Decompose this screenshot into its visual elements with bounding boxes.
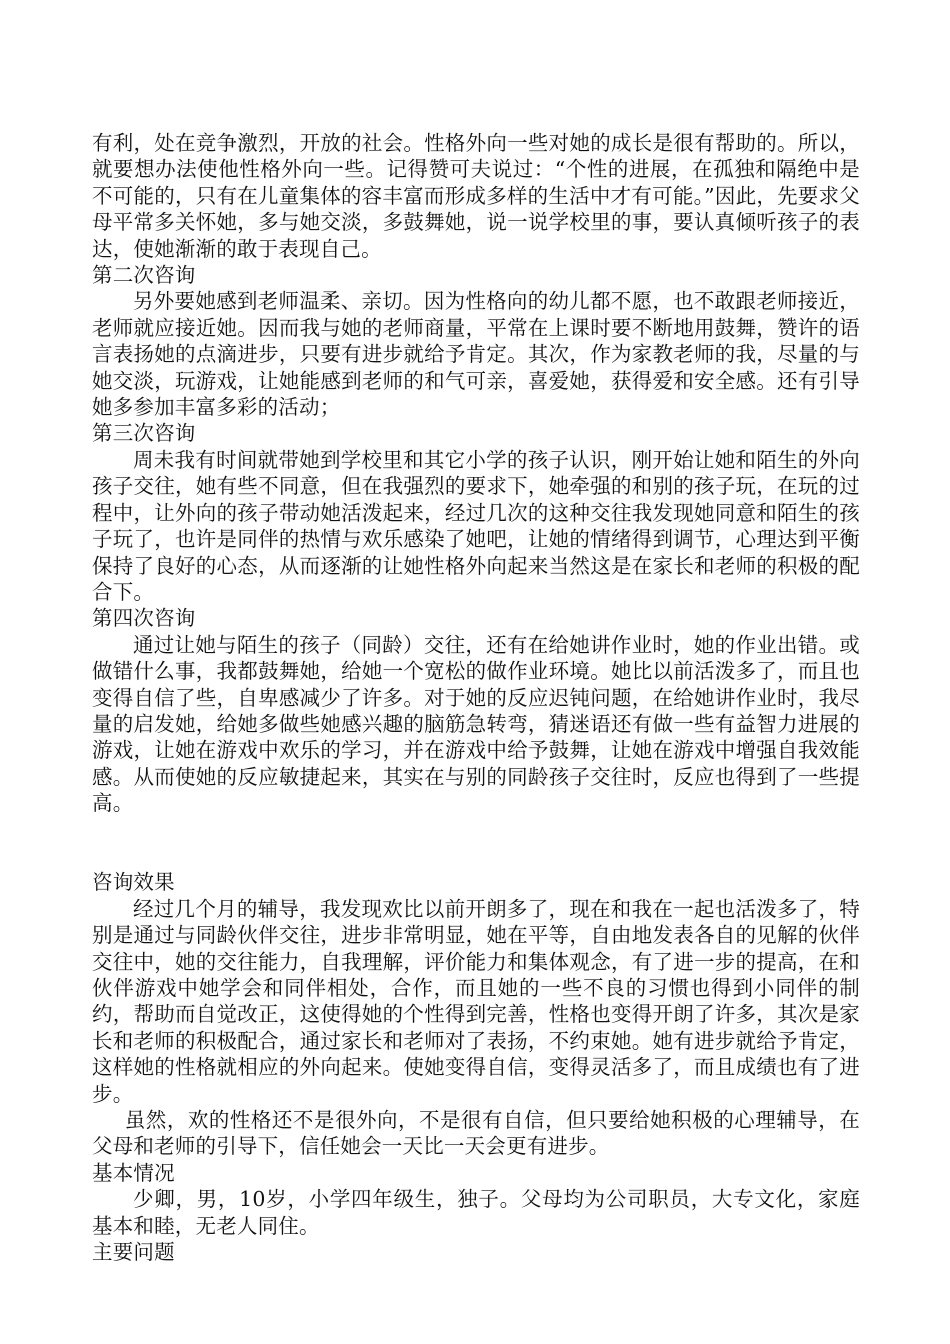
paragraph-conclusion: 虽然，欢的性格还不是很外向，不是很有自信，但只要给她积极的心理辅导，在父母和老师的引导下，信任她会一天比一天会更有进步。 [92, 1108, 860, 1159]
document-body [92, 130, 860, 1265]
heading-fourth-consultation: 第四次咨询 [92, 606, 196, 631]
paragraph-second-consultation: 另外要她感到老师温柔、亲切。因为性格向的幼儿都不愿，也不敢跟老师接近，老师就应接近她。因而我与她的老师商量，平常在上课时要不断地用鼓舞，赞许的语言表扬她的点滴进步，只要有进步就给予肯定。其次，作为家教老师的我，尽量的与她交淡，玩游戏，让她能感到老师的和气可亲，喜爱她，获得爱和安全感。还有引导她多参加丰富多彩的活动； [92, 289, 860, 420]
heading-basic-info: 基本情况 [92, 1160, 175, 1185]
paragraph-consultation-effect: 经过几个月的辅导，我发现欢比以前开朗多了，现在和我在一起也活泼多了，特别是通过与同龄伙伴交往，进步非常明显，她在平等，自由地发表各自的见解的伙伴交往中，她的交往能力，自我理解，评价能力和集体观念，有了进一步的提高，在和伙伴游戏中她学会和同伴相处，合作，而且她的一些不良的习惯也得到小同伴的制约，帮助而自觉改正，这使得她的个性得到完善，性格也变得开朗了许多，其次是家长和老师的积极配合，通过家长和老师对了表扬，不约束她。她有进步就给予肯定，这样她的性格就相应的外向起来。使她变得自信，变得灵活多了，而且成绩也有了进步。 [92, 896, 860, 1106]
paragraph-intro: 有利，处在竞争激烈，开放的社会。性格外向一些对她的成长是很有帮助的。所以，就要想办法使他性格外向一些。记得赞可夫说过：“个性的进展，在孤独和隔绝中是不可能的，只有在儿童集体的容丰富而形成多样的生活中才有可能。”因此，先要求父母平常多关怀她，多与她交淡，多鼓舞她，说一说学校里的事，要认真倾听孩子的表达，使她渐渐的敢于表现自己。 [92, 131, 860, 261]
paragraph-fourth-consultation: 通过让她与陌生的孩子（同龄）交往，还有在给她讲作业时，她的作业出错。或做错什么事，我都鼓舞她，给她一个宽松的做作业环境。她比以前活泼多了，而且也变得自信了些，自卑感减少了许多。对于她的反应迟钝问题，在给她讲作业时，我尽量的启发她，给她多做些她感兴趣的脑筋急转弯，猜迷语还有做一些有益智力进展的游戏，让她在游戏中欢乐的学习，并在游戏中给予鼓舞，让她在游戏中增强自我效能感。从而使她的反应敏捷起来，其实在与别的同龄孩子交往时，反应也得到了一些提高。 [92, 632, 860, 816]
heading-main-problem: 主要问题 [92, 1240, 175, 1265]
heading-second-consultation: 第二次咨询 [92, 263, 196, 288]
heading-consultation-effect: 咨询效果 [92, 870, 175, 895]
paragraph-basic-info: 少卿，男，10岁，小学四年级生，独子。父母均为公司职员，大专文化，家庭基本和睦，无老人同住。 [92, 1187, 860, 1238]
paragraph-third-consultation: 周未我有时间就带她到学校里和其它小学的孩子认识，刚开始让她和陌生的外向孩子交往，她有些不同意，但在我强烈的要求下，她牵强的和别的孩子玩，在玩的过程中，让外向的孩子带动她活泼起来，经过几次的这种交往我发现她同意和陌生的孩子玩了，也许是同伴的热情与欢乐感染了她吧，让她的情绪得到调节，心理达到平衡保持了良好的心态，从而逐渐的让她性格外向起来当然这是在家长和老师的积极的配合下。 [92, 447, 860, 604]
heading-third-consultation: 第三次咨询 [92, 421, 196, 446]
section-spacer [92, 817, 860, 870]
